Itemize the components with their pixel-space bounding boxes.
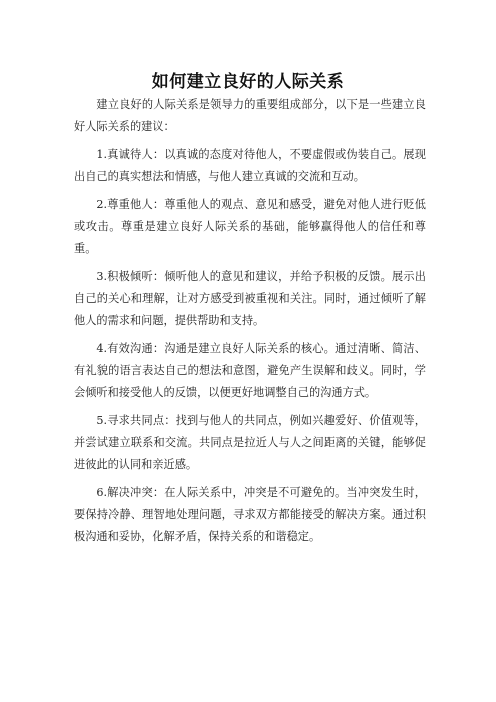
- document-body: [74, 94, 426, 554]
- point-paragraph-5: 5.寻求共同点：找到与他人的共同点，例如兴趣爱好、价值观等，并尝试建立联系和交流。共同点是拉近人与人之间距离的关键，能够促进彼此的认同和亲近感。: [74, 414, 426, 471]
- point-paragraph-4: 4.有效沟通：沟通是建立良好人际关系的核心。通过清晰、简洁、有礼貌的语言表达自己的想法和意图，避免产生误解和歧义。同时，学会倾听和接受他人的反馈，以便更好地调整自己的沟通方式。: [74, 342, 426, 399]
- point-paragraph-1: 1.真诚待人：以真诚的态度对待他人，不要虚假或伪装自己。展现出自己的真实想法和情感，与他人建立真诚的交流和互动。: [74, 148, 426, 183]
- point-paragraph-3: 3.积极倾听：倾听他人的意见和建议，并给予积极的反馈。展示出自己的关心和理解，让对方感受到被重视和关注。同时，通过倾听了解他人的需求和问题，提供帮助和支持。: [74, 270, 426, 327]
- document-title: 如何建立良好的人际关系: [151, 72, 345, 93]
- point-paragraph-2: 2.尊重他人：尊重他人的观点、意见和感受，避免对他人进行贬低或攻击。尊重是建立良好人际关系的基础，能够赢得他人的信任和尊重。: [74, 198, 426, 255]
- point-paragraph-6: 6.解决冲突：在人际关系中，冲突是不可避免的。当冲突发生时，要保持冷静、理智地处理问题，寻求双方都能接受的解决方案。通过积极沟通和妥协，化解矛盾，保持关系的和谐稳定。: [74, 486, 426, 543]
- intro-paragraph: 建立良好的人际关系是领导力的重要组成部分，以下是一些建立良好人际关系的建议：: [74, 98, 426, 133]
